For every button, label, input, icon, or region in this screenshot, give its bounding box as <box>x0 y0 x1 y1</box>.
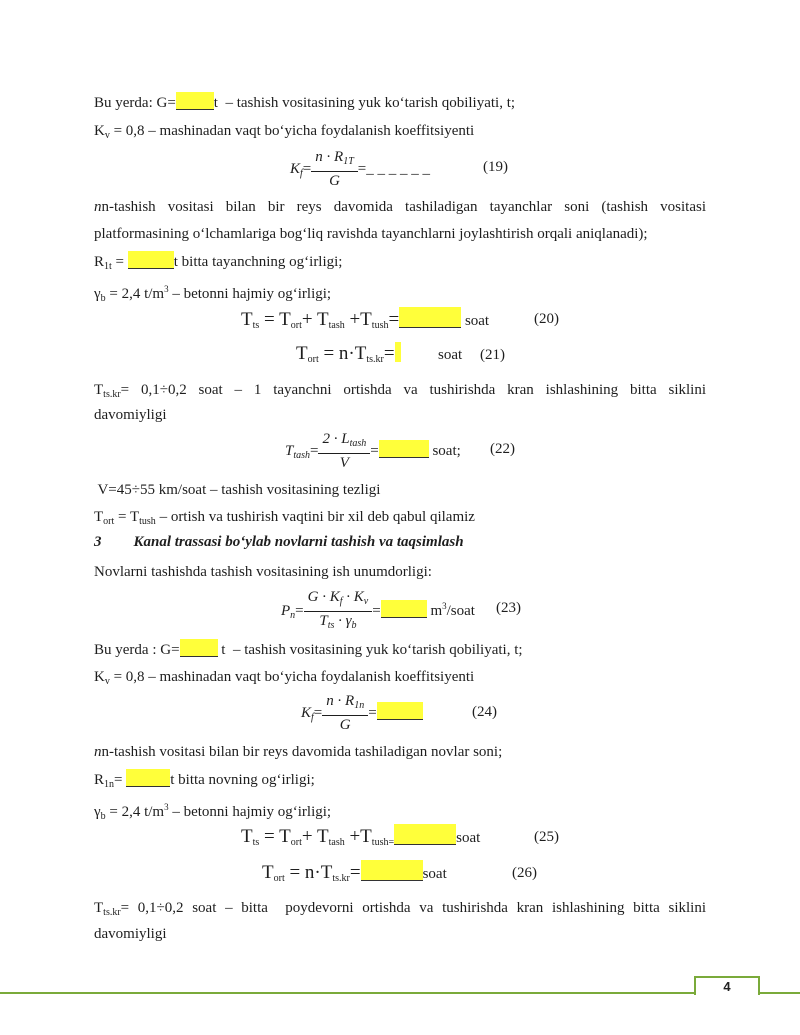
superscript: 3 <box>442 600 447 611</box>
equation-23: $P_n=$ $\frac{G \cdot K_f \cdot K_v}{T_{ts} \cdot \gamma_b}$ = $m^3$/soat <box>281 588 475 635</box>
text: = 0,1÷0,2 soat – bitta poydevorni ortishda va tushirishda kran ishlashining bitta siklini <box>120 900 706 916</box>
text: = <box>114 772 127 788</box>
fraction <box>304 588 373 635</box>
subscript: 1t <box>104 261 112 272</box>
equation-number: (23) <box>496 600 521 616</box>
text-line-kv-2 <box>94 667 474 692</box>
subscript: ts <box>327 620 335 631</box>
text: – tashish vositasining yuk koʻtarish qobiliyati, t; <box>225 642 523 658</box>
subscript: ts.kr <box>366 354 384 365</box>
subscript: n <box>290 609 296 621</box>
equation-19: $K_f=$ $\frac{n \cdot R_{1T}}{G}$ =_ _ _ _ _ _ <box>290 149 430 189</box>
text: n-tashish vositasi bilan bir reys davomida tashiladigan tayanchlar soni (tashish vositasi <box>101 199 706 215</box>
equation-number: (26) <box>512 865 537 881</box>
text: n-tashish vositasi bilan bir reys davomida tashiladigan novlar soni; <box>101 744 503 760</box>
text: t <box>217 642 226 658</box>
equation-26 <box>262 860 447 884</box>
text-line: nn-tashish vositasi bilan bir reys davomida tashiladigan novlar soni; <box>94 744 503 760</box>
text-line-load-capacity <box>94 92 515 113</box>
equation-number: (19) <box>483 159 508 175</box>
subscript: ts.kr <box>103 389 121 400</box>
text-line-gamma-2 <box>94 797 331 827</box>
subscript: f <box>300 167 303 179</box>
equation-unit: soat <box>438 347 463 363</box>
eq-rhs: =_ _ _ _ _ _ <box>357 160 430 177</box>
text: = <box>368 704 377 721</box>
text-line: davomiyligi <box>94 926 167 942</box>
text-line-speed: V=45÷55 km/soat – tashish vositasining tezligi <box>94 482 381 498</box>
subscript: b <box>100 293 106 304</box>
subscript: tush= <box>371 837 395 848</box>
text-line-gamma <box>94 279 331 309</box>
section-title: Kanal trassasi boʻylab novlarni tashish va taqsimlash <box>133 534 464 550</box>
unit: soat <box>456 830 481 846</box>
equation-number: (24) <box>472 704 497 720</box>
superscript: 3 <box>164 802 169 812</box>
symbol: R <box>94 772 105 788</box>
symbol: T <box>262 862 274 883</box>
subscript: ort <box>103 516 115 527</box>
text: t <box>213 95 218 111</box>
numerator: G · K <box>307 589 340 605</box>
unit: /soat <box>446 602 475 619</box>
text-line-r1n <box>94 769 315 795</box>
text: + T <box>301 309 329 330</box>
text: t bitta novning ogʻirligi; <box>170 772 315 788</box>
blank-highlight <box>399 307 461 328</box>
equation-24: $K_f=$ $\frac{n \cdot R_{1n}}{G}$ = <box>301 692 423 735</box>
unit: soat <box>422 866 447 882</box>
denominator: V <box>339 455 349 471</box>
superscript: 3 <box>164 284 169 294</box>
blank-highlight <box>381 600 427 618</box>
blank-highlight <box>379 440 429 458</box>
symbol: γ <box>94 286 101 302</box>
subscript: ort <box>307 354 319 365</box>
denominator: T <box>319 613 328 629</box>
numerator: 2 · L <box>322 431 350 447</box>
text-line-load-capacity-2 <box>94 639 523 660</box>
equation-21 <box>296 342 401 365</box>
equation-number: (22) <box>490 441 515 457</box>
text: +T <box>344 309 372 330</box>
text-line: Novlarni tashishda tashish vositasining ish unumdorligi: <box>94 564 432 580</box>
text: = T <box>259 826 291 847</box>
subscript: tash <box>293 449 311 461</box>
subscript: b <box>100 811 106 822</box>
symbol: T <box>94 900 104 916</box>
page-number: 4 <box>694 976 760 995</box>
text: = 0,8 – mashinadan vaqt boʻyicha foydalanish koeffitsiyenti <box>109 123 475 139</box>
equation-25 <box>241 824 480 848</box>
blank-highlight <box>126 769 170 787</box>
equation-number: (20) <box>534 311 559 327</box>
symbol: T <box>94 509 104 525</box>
subscript: tash <box>328 320 345 331</box>
subscript: ort <box>290 320 302 331</box>
text: = T <box>114 509 140 525</box>
subscript: tush <box>371 320 389 331</box>
numerator: n · R <box>315 149 344 165</box>
text: = <box>111 254 128 270</box>
symbol: T <box>241 309 253 330</box>
text: – betonni hajmiy ogʻirligi; <box>168 804 332 820</box>
blank-highlight <box>394 824 456 845</box>
text: – ortish va tushirish vaqtini bir xil deb qabul qilamiz <box>155 509 475 525</box>
eq-lhs: P <box>281 602 291 619</box>
text-line-kv <box>94 121 474 146</box>
text: = 0,1÷0,2 soat – 1 tayanchni ortishda va tushirishda kran ishlashining bitta siklini <box>120 382 706 398</box>
symbol: T <box>94 382 104 398</box>
fraction <box>311 148 357 191</box>
text: = <box>388 309 400 330</box>
text: +T <box>344 826 372 847</box>
text-line-r1t <box>94 251 342 277</box>
unit: soat; <box>428 442 461 459</box>
subscript: f <box>311 711 314 723</box>
text: + T <box>301 826 329 847</box>
symbol: T <box>296 343 308 364</box>
equation-number: (25) <box>534 829 559 845</box>
subscript: ts <box>252 320 260 331</box>
equation-22: $T_{tash}=$ $\frac{2 \cdot L_{tash}}{V}$ = soat; <box>285 431 461 471</box>
blank-highlight <box>128 251 174 269</box>
subscript: ts <box>252 837 260 848</box>
text: – betonni hajmiy ogʻirligi; <box>168 286 332 302</box>
subscript: tash <box>349 438 367 449</box>
numerator: n · R <box>326 693 355 709</box>
footer-rule <box>0 992 800 994</box>
symbol: γ <box>94 804 101 820</box>
symbol: K <box>94 123 105 139</box>
text-line: platformasining oʻlchamlariga bogʻliq ravishda tayanchlarni joylashtirish orqali aniqlanadi); <box>94 226 648 242</box>
subscript: ts.kr <box>332 873 350 884</box>
symbol: T <box>241 826 253 847</box>
text: = n·T <box>284 862 333 883</box>
text: Bu yerda : G= <box>94 642 180 658</box>
text: = <box>383 343 395 364</box>
blank-highlight <box>180 639 218 657</box>
subscript: ort <box>290 837 302 848</box>
blank-highlight <box>395 342 401 362</box>
text: = 0,8 – mashinadan vaqt boʻyicha foydalanish koeffitsiyenti <box>109 669 475 685</box>
text: = 2,4 t/m <box>105 286 165 302</box>
subscript: 1n <box>354 700 365 711</box>
equation-20 <box>241 307 489 331</box>
text: = <box>372 602 381 619</box>
subscript: v <box>104 676 110 687</box>
fraction <box>322 692 368 735</box>
symbol: R <box>94 254 105 270</box>
text: = <box>349 862 361 883</box>
text: = T <box>259 309 291 330</box>
subscript: f <box>339 596 343 607</box>
text-line-tort <box>94 507 475 532</box>
text-line: nn-tashish vositasi bilan bir reys davomida tashiladigan tayanchlar soni (tashish vositasi <box>94 199 706 215</box>
text: – tashish vositasining yuk koʻtarish qobiliyati, t; <box>217 95 516 111</box>
numerator: · K <box>342 589 364 605</box>
text-line-tskr-2 <box>94 898 706 923</box>
text: Bu yerda: G= <box>94 95 176 111</box>
denominator: G <box>339 717 351 733</box>
equation-number: (21) <box>480 347 505 363</box>
section-number: 3 <box>94 534 102 550</box>
eq-lhs: K <box>301 704 312 721</box>
subscript: tush <box>139 516 156 527</box>
text-line-tskr <box>94 380 706 405</box>
blank-highlight <box>361 860 423 881</box>
symbol: K <box>94 669 105 685</box>
text: = <box>370 442 379 459</box>
subscript: 1T <box>343 156 354 167</box>
text: = 2,4 t/m <box>105 804 165 820</box>
text: = n·T <box>318 343 367 364</box>
denominator: · γ <box>334 613 352 629</box>
unit: m <box>426 602 443 619</box>
text-line: davomiyligi <box>94 407 167 423</box>
section-heading <box>94 534 464 551</box>
denominator: G <box>329 173 340 189</box>
subscript: v <box>363 596 369 607</box>
blank-highlight <box>176 92 214 110</box>
eq-lhs: K <box>290 160 301 177</box>
subscript: b <box>351 620 357 631</box>
text: t bitta tayanchning ogʻirligi; <box>173 254 343 270</box>
subscript: ts.kr <box>103 907 121 918</box>
fraction <box>318 430 370 473</box>
subscript: tash <box>328 837 345 848</box>
subscript: ort <box>273 873 285 884</box>
subscript: 1n <box>104 779 115 790</box>
eq-lhs: T <box>285 442 294 459</box>
unit: soat <box>461 313 490 329</box>
blank-highlight <box>377 702 423 720</box>
subscript: v <box>104 130 110 141</box>
